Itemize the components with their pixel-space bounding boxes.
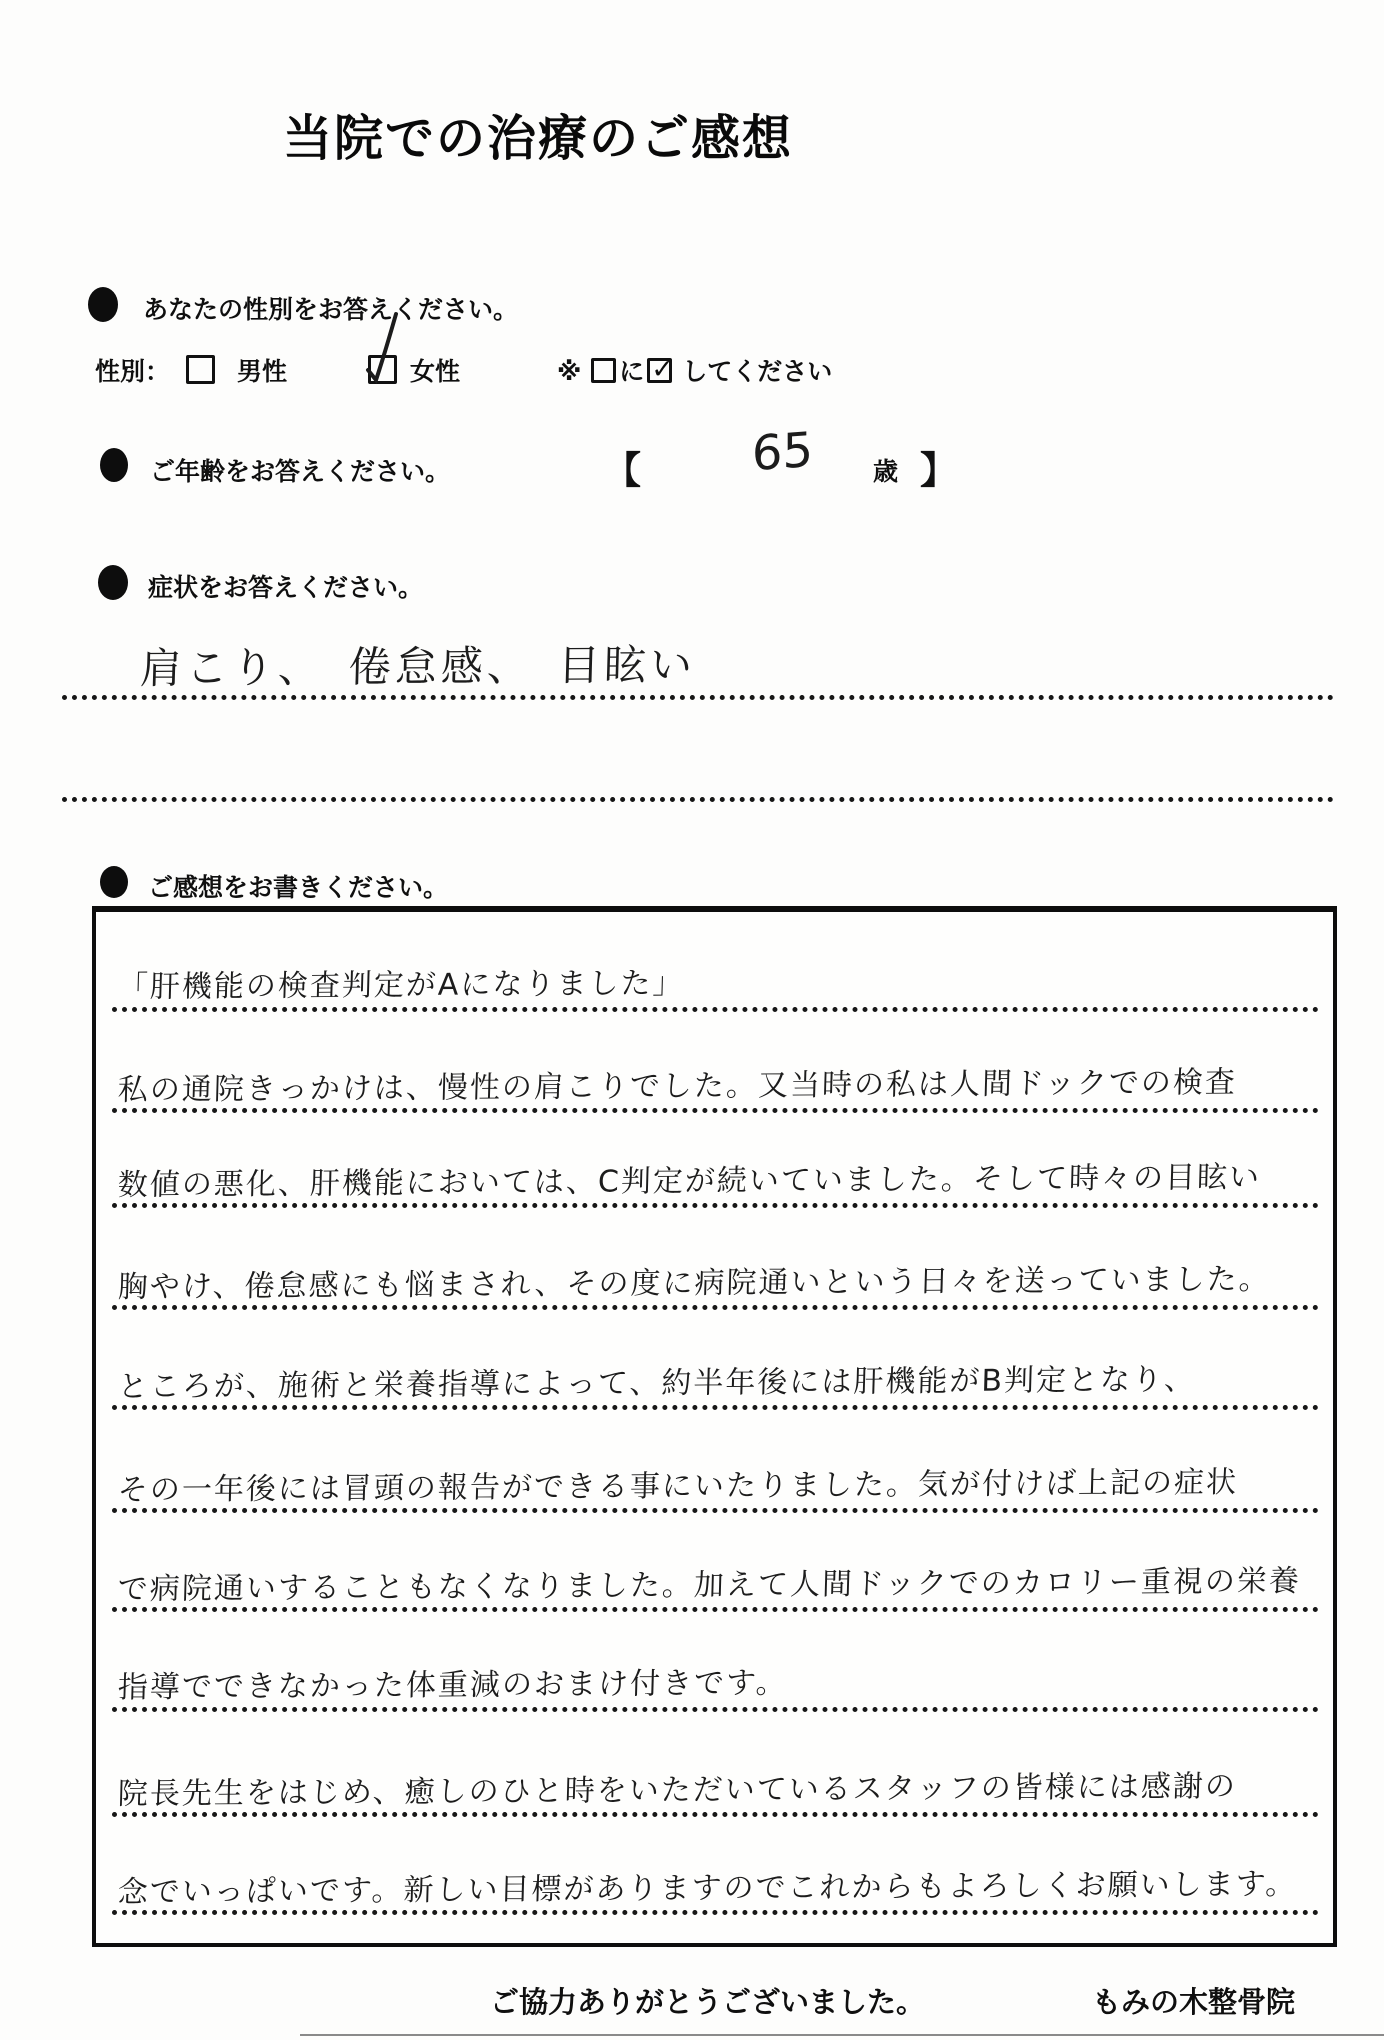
checkbox-checked-icon: ✓	[647, 358, 672, 383]
check-instruction-note	[557, 352, 832, 388]
feedback-line: 指導でできなかった体重減のおまけ付きです。	[112, 1638, 1319, 1712]
symptom-question: 症状をお答えください。	[148, 574, 424, 602]
footer-thanks: ご協力ありがとうございました。	[490, 1987, 926, 2019]
answer-dotted-line	[62, 797, 1334, 802]
feedback-line: 「肝機能の検査判定がAになりました」	[112, 938, 1319, 1012]
age-question: ご年齢をお答えください。	[150, 458, 451, 486]
feedback-line: 胸やけ、倦怠感にも悩まされ、その度に病院通いという日々を送っていました。	[112, 1236, 1319, 1310]
age-bracket-open: 【	[604, 450, 641, 491]
male-checkbox	[186, 355, 215, 384]
age-value-handwritten: 65	[751, 421, 814, 483]
scan-artifact-line	[300, 2034, 1384, 2036]
feedback-line: その一年後には冒頭の報告ができる事にいたりました。気が付けば上記の症状	[112, 1439, 1319, 1513]
bullet-icon	[88, 287, 118, 322]
gender-field-label: 性別：	[95, 358, 171, 386]
answer-dotted-line	[62, 695, 1334, 700]
male-label: 男性	[237, 358, 288, 386]
feedback-line: 念でいっぱいです。新しい目標がありますのでこれからもよろしくお願いします。	[112, 1841, 1319, 1915]
feedback-line: 数値の悪化、肝機能においては、C判定が続いていました。そして時々の目眩い	[112, 1134, 1319, 1208]
feedback-writing-box	[92, 906, 1337, 1947]
note-suffix: してください	[675, 358, 833, 386]
symptom-answer-handwritten: 肩こり、 倦怠感、 目眩い	[139, 640, 697, 693]
bullet-icon	[100, 866, 128, 898]
feedback-line: 私の通院きっかけは、慢性の肩こりでした。又当時の私は人間ドックでの検査	[112, 1039, 1319, 1113]
bullet-icon	[98, 565, 128, 600]
female-check-mark-icon	[360, 308, 406, 388]
page-title: 当院での治療のご感想	[283, 112, 794, 166]
feedback-line: ところが、施術と栄養指導によって、約半年後には肝機能がB判定となり、	[112, 1336, 1319, 1410]
note-particle: に	[619, 358, 645, 386]
bullet-icon	[100, 448, 128, 482]
age-bracket-close: 】	[920, 450, 957, 491]
feedback-question: ご感想をお書きください。	[148, 874, 449, 902]
feedback-line: で病院通いすることもなくなりました。加えて人間ドックでのカロリー重視の栄養	[112, 1538, 1319, 1612]
female-label: 女性	[410, 358, 461, 386]
note-mark: ※	[557, 358, 589, 386]
age-unit: 歳	[873, 458, 899, 486]
footer-clinic-name: もみの木整骨院	[1092, 1987, 1296, 2019]
checkbox-empty-icon	[591, 358, 616, 383]
gender-question: あなたの性別をお答えください。	[143, 296, 519, 324]
feedback-line: 院長先生をはじめ、癒しのひと時をいただいているスタッフの皆様には感謝の	[112, 1743, 1319, 1817]
